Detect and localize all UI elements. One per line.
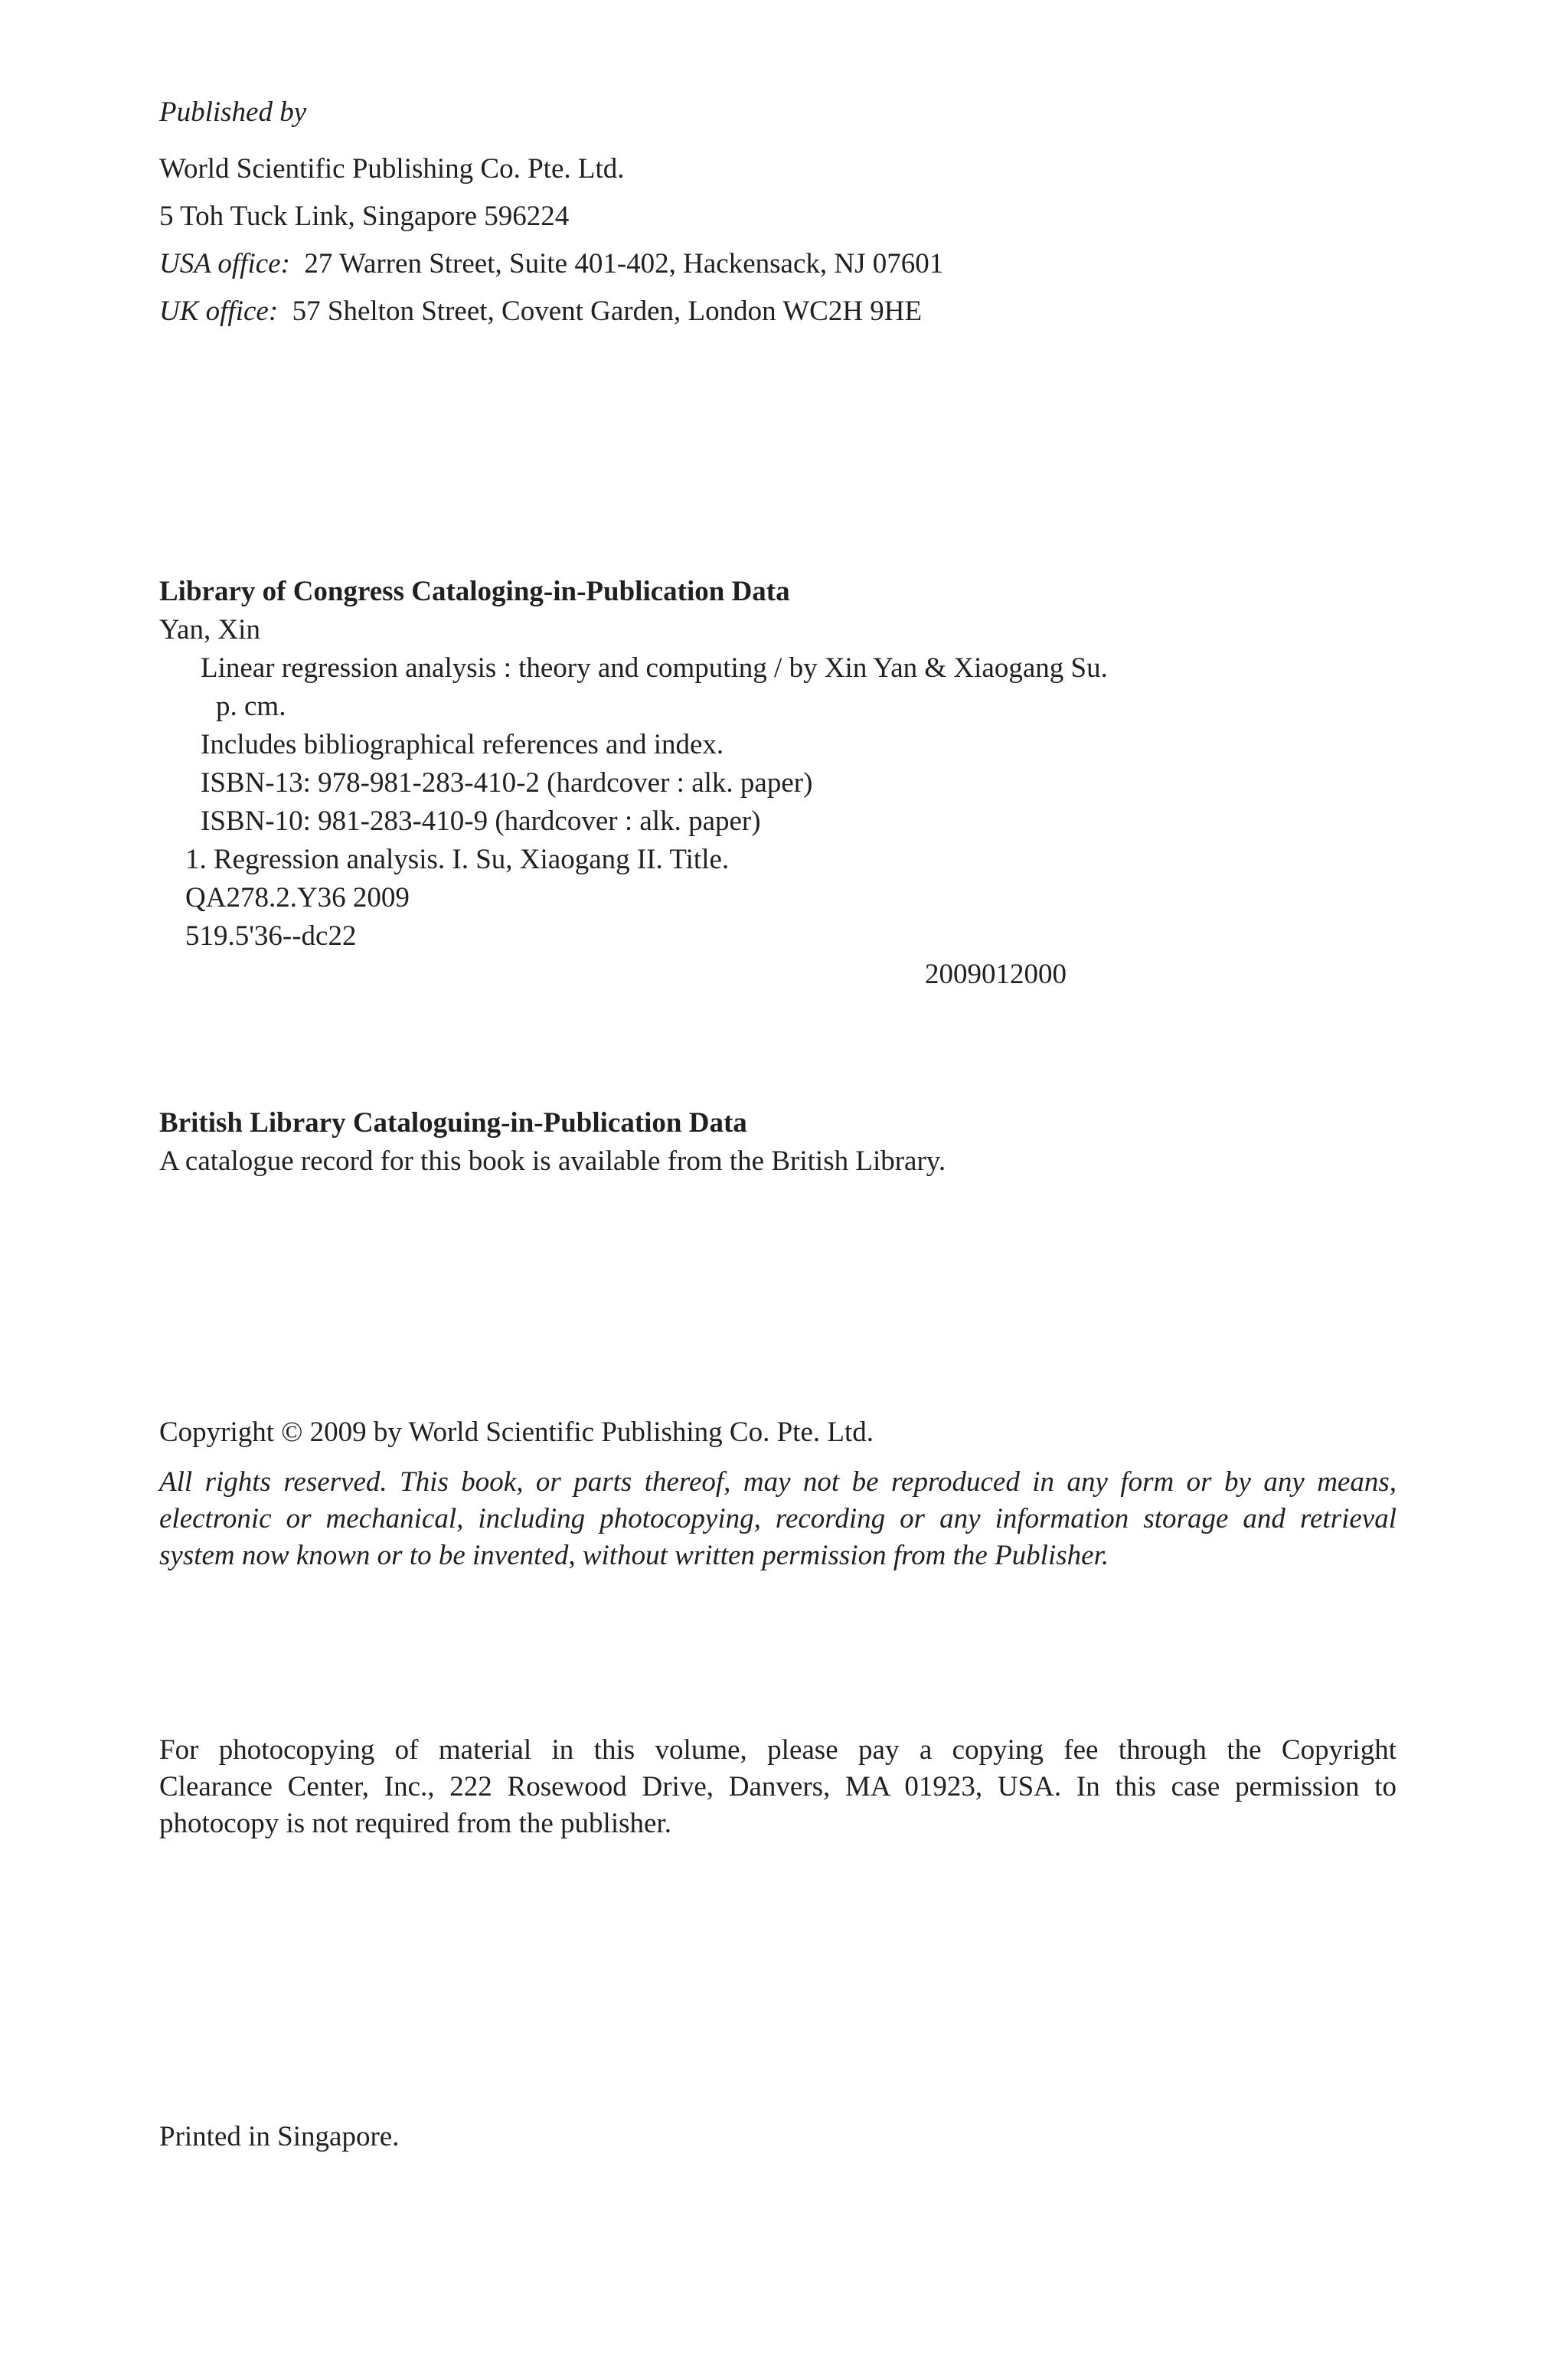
british-cip-text: A catalogue record for this book is available from the British Library. xyxy=(159,1145,946,1177)
loc-title-line: Linear regression analysis : theory and computing / by Xin Yan & Xiaogang Su. xyxy=(201,652,1108,684)
loc-isbn10: ISBN-10: 981-283-410-9 (hardcover : alk. paper) xyxy=(201,806,761,837)
british-cip-heading: British Library Cataloguing-in-Publication Data xyxy=(159,1107,747,1139)
photocopy-line-1: For photocopying of material in this volume, please pay a copying fee through the Copyright xyxy=(159,1734,1396,1766)
loc-cip-heading: Library of Congress Cataloging-in-Publication Data xyxy=(159,576,790,607)
publisher-address: 5 Toh Tuck Link, Singapore 596224 xyxy=(159,201,570,232)
loc-subjects: 1. Regression analysis. I. Su, Xiaogang II. Title. xyxy=(185,844,730,875)
rights-line-1: All rights reserved. This book, or parts thereof, may not be reproduced in any form or by any means, xyxy=(159,1466,1396,1498)
rights-line-3: system now known or to be invented, without written permission from the Publisher. xyxy=(159,1540,1109,1571)
loc-control-number: 2009012000 xyxy=(925,959,1067,990)
loc-lc-class: QA278.2.Y36 2009 xyxy=(185,882,410,913)
usa-office-label: USA office: xyxy=(159,248,290,279)
loc-dewey: 519.5'36--dc22 xyxy=(185,920,357,952)
loc-isbn13: ISBN-13: 978-981-283-410-2 (hardcover : alk. paper) xyxy=(201,767,813,799)
loc-includes-line: Includes bibliographical references and index. xyxy=(201,729,724,760)
publisher-name: World Scientific Publishing Co. Pte. Ltd. xyxy=(159,153,625,185)
photocopy-line-2: Clearance Center, Inc., 222 Rosewood Drive, Danvers, MA 01923, USA. In this case permission to xyxy=(159,1771,1396,1802)
usa-office-line xyxy=(159,250,943,278)
loc-pages-line: p. cm. xyxy=(216,691,286,722)
uk-office-line xyxy=(159,297,922,325)
uk-office-address: 57 Shelton Street, Covent Garden, London WC2H 9HE xyxy=(292,296,923,327)
photocopy-line-3: photocopy is not required from the publisher. xyxy=(159,1808,671,1839)
loc-author: Yan, Xin xyxy=(159,614,260,645)
printed-in-line: Printed in Singapore. xyxy=(159,2121,400,2152)
rights-line-2: electronic or mechanical, including photocopying, recording or any information storage and retrieval xyxy=(159,1503,1396,1534)
rights-paragraph xyxy=(159,1464,1396,1574)
uk-office-label: UK office: xyxy=(159,296,279,327)
usa-office-address: 27 Warren Street, Suite 401-402, Hackensack, NJ 07601 xyxy=(304,248,944,279)
published-by-label: Published by xyxy=(159,96,307,128)
copyright-line: Copyright © 2009 by World Scientific Publishing Co. Pte. Ltd. xyxy=(159,1417,874,1448)
photocopy-paragraph xyxy=(159,1732,1396,1842)
